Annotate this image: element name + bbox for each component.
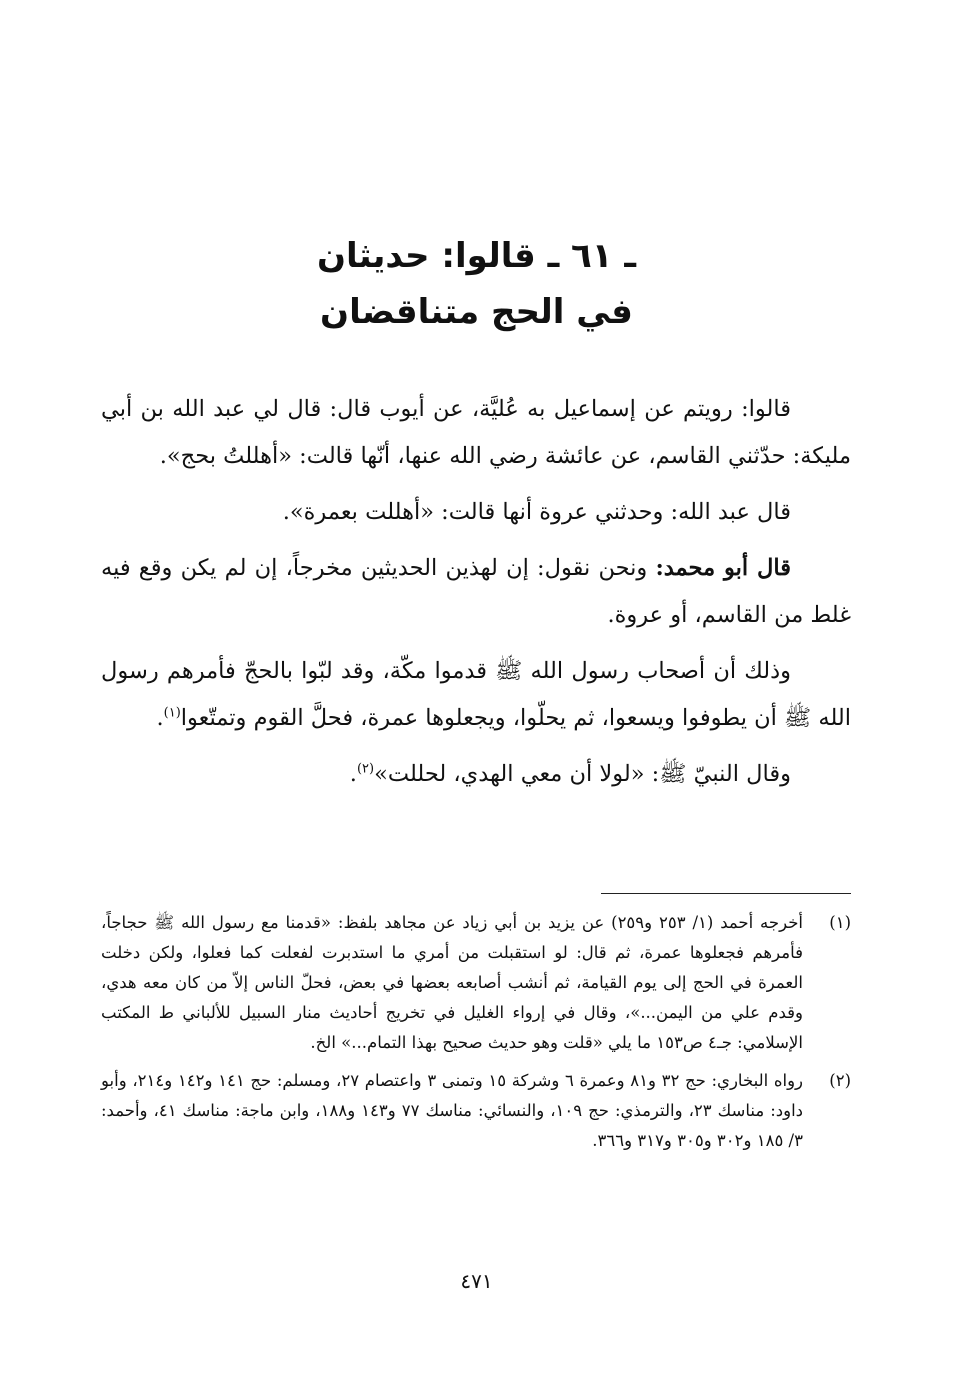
footnote-number: (٢)	[829, 1071, 851, 1090]
paragraph-5	[101, 751, 851, 798]
paragraph-3	[101, 545, 851, 639]
heading-line-2: في الحج متناقضان	[320, 292, 633, 332]
footnote-text: أخرجه أحمد (١/ ٢٥٣ و٢٥٩) عن يزيد بن أبي زياد عن مجاهد بلفظ: «قدمنا مع رسول الله ﷺ حجاجاً، فأمرهم فجعلوها عمرة، ثم قال: لو استقبلت من أمري ما استدبرت لفعلت كما فعلوا، ولكن دخلت العمرة في الحج إلى يوم القيامة، ثم أنشب أصابعه بعضها في بعض، فحلّ الناس إلاّ من كان معه هدي، وقدم علي من اليمن...»، وقال في إرواء الغليل في تخريج أحاديث منار السبيل للألباني ط المكتب الإسلامي: جـ٤ ص١٥٣ ما يلي «قلت وهو حديث صحيح بهذا التمام...» الخ.	[101, 913, 803, 1052]
footnote-ref-1[interactable]: (١)	[163, 705, 181, 721]
footnote-1	[101, 908, 851, 1058]
footnote-separator	[601, 893, 851, 894]
footnotes	[101, 908, 851, 1164]
paragraph-5-end: .	[349, 761, 357, 787]
chapter-heading	[0, 228, 953, 340]
footnote-2	[101, 1066, 851, 1156]
paragraph-4	[101, 648, 851, 742]
paragraph-4-text: وذلك أن أصحاب رسول الله ﷺ قدموا مكّة، وقد لبّوا بالحجّ فأمرهم رسول الله ﷺ أن يطوفوا ويسعوا، ثم يحلّوا، ويجعلوها عمرة، فحلَّ القوم وتمتّعوا	[101, 658, 851, 731]
paragraph-3-text: ونحن نقول: إن لهذين الحديثين مخرجاً، إن لم يكن وقع فيه غلط من القاسم، أو عروة.	[101, 555, 851, 628]
page-number: ٤٧١	[460, 1269, 493, 1293]
speaker-name: قال أبو محمد:	[655, 555, 791, 581]
footnote-ref-2[interactable]: (٢)	[356, 761, 375, 777]
footnote-number: (١)	[829, 913, 851, 932]
footnote-text: رواه البخاري: حج ٣٢ و٨١ وعمرة ٦ وشركة ١٥ وتمنى ٣ واعتصام ٢٧، ومسلم: حج ١٤١ و١٤٢ و٢١٤، وأبو داود: مناسك ٢٣، والترمذي: حج ١٠٩، والنسائي: مناسك ٧٧ و١٤٣ و١٨٨، وابن ماجة: مناسك ٤١، وأحمد: ٣/ ١٨٥ و٣٠٢ و٣٠٥ و٣١٧ و٣٦٦.	[101, 1071, 804, 1150]
main-text	[101, 386, 851, 807]
paragraph-2: قال عبد الله: وحدثني عروة أنها قالت: «أهللت بعمرة».	[282, 499, 791, 525]
paragraph-5-text: وقال النبيّ ﷺ: «لولا أن معي الهدي، لحللت»	[374, 761, 791, 787]
heading-line-1: ـ ٦١ ـ قالوا: حديثان	[316, 236, 637, 276]
paragraph-1: قالوا: رويتم عن إسماعيل به عُليَّة، عن أيوب قال: قال لي عبد الله بن أبي مليكة: حدّثني القاسم، عن عائشة رضي الله عنها، أنّها قالت: «أهللتُ بحج».	[101, 396, 851, 469]
paragraph-4-end: .	[156, 705, 164, 731]
